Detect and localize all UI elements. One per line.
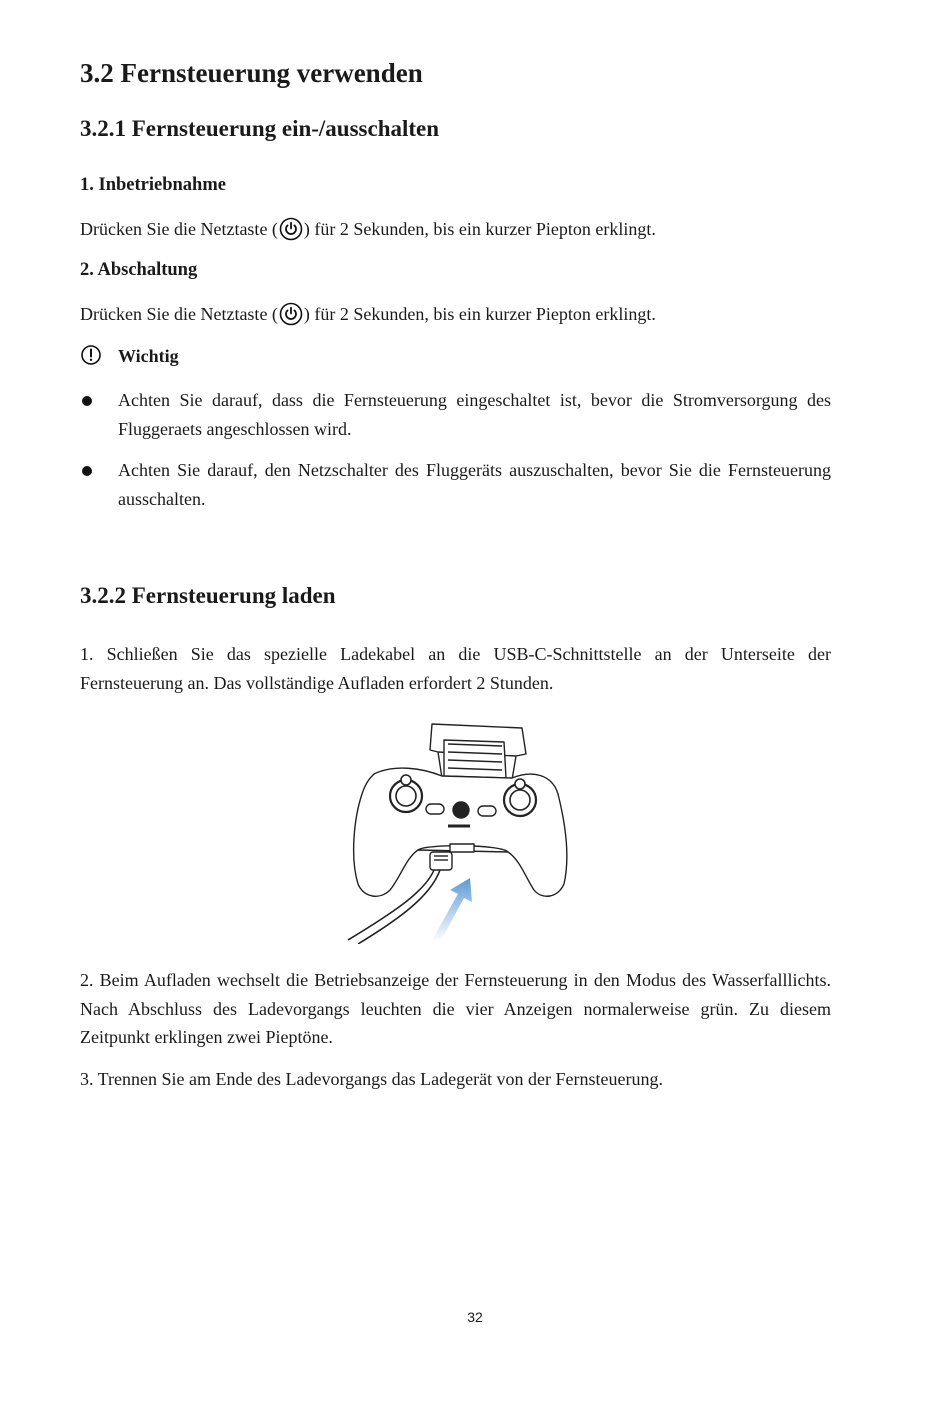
shutdown-text-before: Drücken Sie die Netztaste ( [80,304,278,324]
section-title: 3.2 Fernsteuerung verwenden [80,58,423,88]
power-button-icon [279,302,303,326]
list-item [80,386,831,444]
bullet-icon [82,466,92,476]
shutdown-text-after: ) für 2 Sekunden, bis ein kurzer Piepton erklingt. [303,304,656,324]
subsection-title-charge: 3.2.2 Fernsteuerung laden [80,583,336,608]
charge-step-1: 1. Schließen Sie das spezielle Ladekabel an die USB-C-Schnittstelle an der Unterseite der Fernsteuerung an. Das vollständige Aufladen erfordert 2 Stunden. [80,644,831,693]
shutdown-heading: 2. Abschaltung [80,260,198,280]
remote-controller-charging-illustration [344,718,570,944]
page-number: 32 [467,1309,483,1325]
important-label: Wichtig [118,346,179,366]
list-item-text: Achten Sie darauf, dass die Fernsteuerung eingeschaltet ist, bevor die Stromversorgung des Fluggeraets angeschlossen wird. [118,390,831,439]
startup-heading: 1. Inbetriebnahme [80,175,226,195]
list-item [80,456,831,514]
subsection-title-power: 3.2.1 Fernsteuerung ein-/ausschalten [80,116,440,141]
charge-step-2: 2. Beim Aufladen wechselt die Betriebsanzeige der Fernsteuerung in den Modus des Wasserfalllichts. Nach Abschluss des Ladevorgangs leuchten die vier Anzeigen normalerweise grün. Zu diesem Zeitpunkt erklingen zwei Pieptöne. [80,970,831,1047]
shutdown-paragraph [80,300,831,329]
startup-text-before: Drücken Sie die Netztaste ( [80,219,278,239]
list-item-text: Achten Sie darauf, den Netzschalter des Fluggeräts auszuschalten, bevor Sie die Fernsteuerung ausschalten. [118,460,831,509]
bullet-icon [82,396,92,406]
power-button-icon [279,217,303,241]
startup-paragraph [80,215,831,244]
charge-step-3: 3. Trennen Sie am Ende des Ladevorgangs das Ladegerät von der Fernsteuerung. [80,1069,664,1089]
warning-circle-icon [80,344,102,366]
startup-text-after: ) für 2 Sekunden, bis ein kurzer Piepton erklingt. [303,219,656,239]
